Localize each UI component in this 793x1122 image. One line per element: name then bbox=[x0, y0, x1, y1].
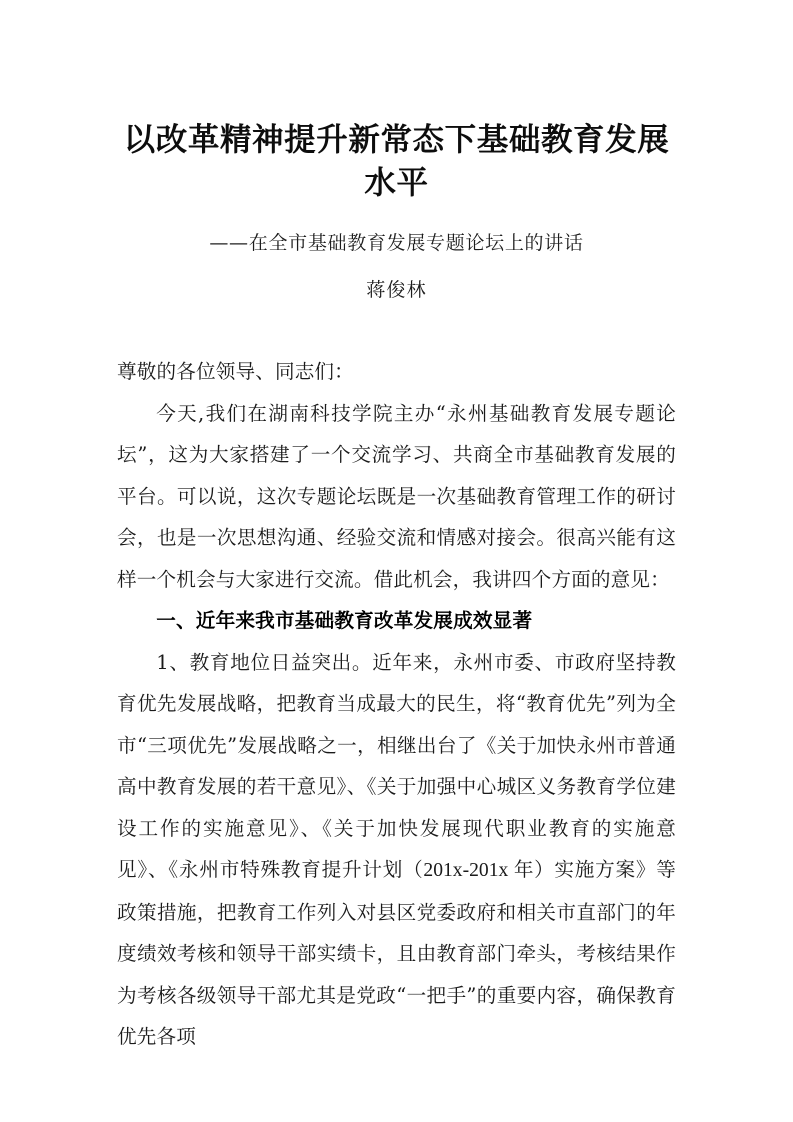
salutation-line: 尊敬的各位领导、同志们： bbox=[117, 360, 354, 383]
page-title: 以改革精神提升新常态下基础教育发展水平 bbox=[123, 121, 670, 201]
section-heading-one: 一、近年来我市基础教育改革发展成效显著 bbox=[156, 609, 533, 632]
document-subtitle: ——在全市基础教育发展专题论坛上的讲话 bbox=[209, 232, 584, 254]
document-author: 蒋俊林 bbox=[366, 279, 427, 301]
item-1-year-range: （201x-201x 年） bbox=[403, 860, 555, 881]
document-body bbox=[117, 351, 676, 1058]
section-one-item-1 bbox=[117, 642, 676, 1058]
item-1-text-part-1: 1、教育地位日益突出。近年来，永州市委、市政府坚持教育优先发展战略，把教育当成最大的民生，将“教育优先”列为全市“三项优先”发展战略之一，相继出台了《关于加快永州市普通高中教育发展的若干意见》、《关于加强中心城区义务教育学位建设工作的实施意见》、《关于加快发展现代职业教育的实施意见》、《永州市特殊教育提升计划 bbox=[117, 650, 676, 881]
item-1-text-part-2: 实施方案》等政策措施，把教育工作列入对县区党委政府和相关市直部门的年度绩效考核和领导干部实绩卡，且由教育部门牵头，考核结果作为考核各级领导干部尤其是党政“一把手”的重要内容，确保教育优先各项 bbox=[117, 858, 676, 1048]
opening-paragraph: 今天,我们在湖南科技学院主办“永州基础教育发展专题论坛”，这为大家搭建了一个交流学习、共商全市基础教育发展的平台。可以说，这次专题论坛既是一次基础教育管理工作的研讨会，也是一次思想沟通、经验交流和情感对接会。很高兴能有这样一个机会与大家进行交流。借此机会，我讲四个方面的意见： bbox=[117, 401, 676, 591]
